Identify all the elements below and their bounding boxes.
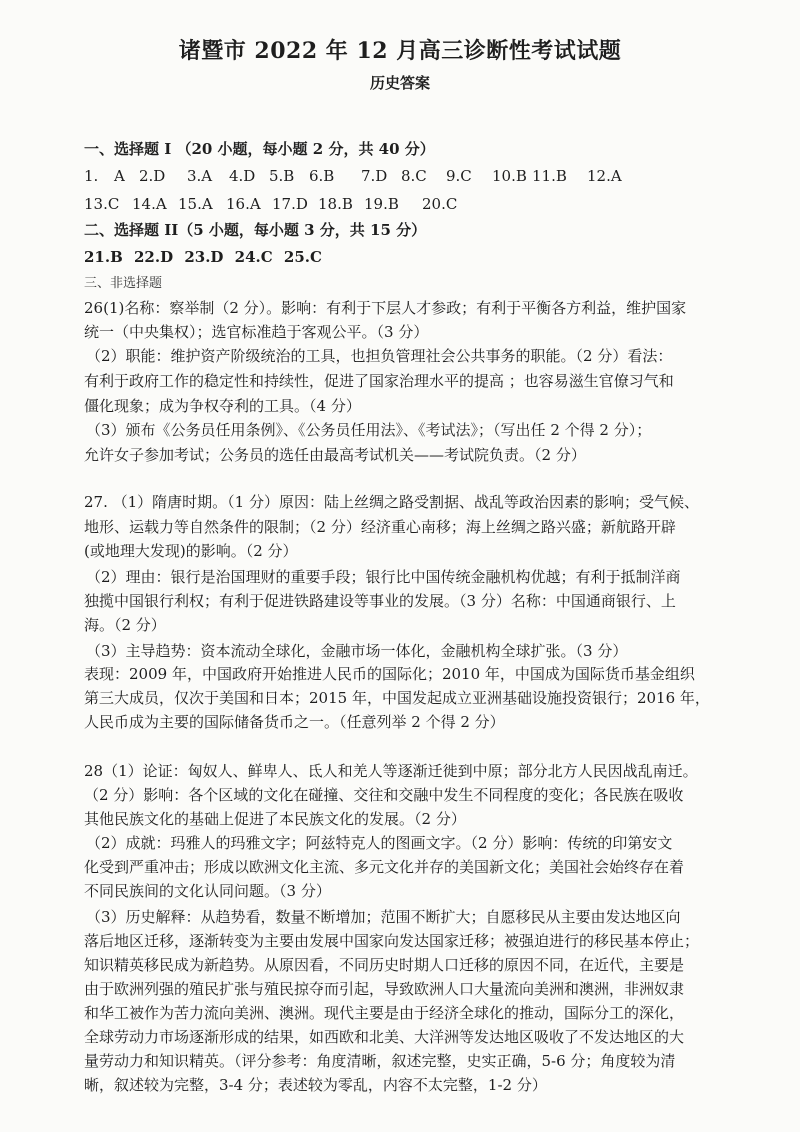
section1-header: 一、选择题 I （20 小题，每小题 2 分，共 40 分） (84, 140, 435, 158)
q26-line: 僵化现象；成为争权夺利的工具。（4 分） (84, 397, 361, 415)
mc-answer: 19.B (364, 195, 399, 213)
mc-answer: 2.D (139, 167, 166, 185)
q27-line: 人民币成为主要的国际储备货币之一。（任意列举 2 个得 2 分） (84, 713, 505, 731)
mc-answer: 13.C (84, 195, 120, 213)
q26-line: 允许女子参加考试；公务员的选任由最高考试机关——考试院负责。（2 分） (84, 446, 586, 464)
q28-line: 落后地区迁移，逐渐转变为主要由发展中国家向发达国家迁移；被强迫进行的移民基本停止； (84, 932, 700, 950)
q28-line: 知识精英移民成为新趋势。从原因看，不同历史时期人口迁移的原因不同，在近代，主要是 (84, 956, 685, 974)
mc-answer: 5.B (269, 167, 295, 185)
q27-line: 表现：2009 年，中国政府开始推进人民币的国际化；2010 年，中国成为国际货币基金组织 (84, 665, 695, 683)
q28-line: 28（1）论证：匈奴人、鲜卑人、氐人和羌人等逐渐迁徙到中原；部分北方人民因战乱南迁。 (84, 762, 698, 780)
q26-line: 有利于政府工作的稳定性和持续性，促进了国家治理水平的提高 ；也容易滋生官僚习气和 (84, 372, 674, 390)
mc-answer: 15.A (178, 195, 213, 213)
mc-answer: 9.C (446, 167, 472, 185)
q28-line: 其他民族文化的基础上促进了本民族文化的发展。（2 分） (84, 810, 466, 828)
mc-answer: 6.B (309, 167, 335, 185)
q27-line: 独揽中国银行利权；有利于促进铁路建设等事业的发展。（3 分）名称：中国通商银行、上 (84, 592, 676, 610)
q28-line: 全球劳动力市场逐渐形成的结果，如西欧和北美、大洋洲等发达地区吸收了不发达地区的大 (84, 1028, 685, 1046)
mc-answer: 14.A (132, 195, 167, 213)
q27-line: 地形、运载力等自然条件的限制；（2 分）经济重心南移；海上丝绸之路兴盛；新航路开辟 (84, 518, 676, 536)
document-subtitle: 历史答案 (369, 74, 430, 92)
mc-answer: 1. (84, 167, 99, 185)
mc-answer: 3.A (187, 167, 213, 185)
q26-line: 统一（中央集权）；选官标准趋于客观公平。（3 分） (84, 323, 429, 341)
mc-answer: 10.B (492, 167, 527, 185)
section3-header: 三、非选择题 (84, 276, 163, 291)
q26-line: 26(1)名称：察举制（2 分）。影响：有利于下层人才参政；有利于平衡各方利益，维护国家 (84, 299, 687, 317)
q28-line: （3）历史解释：从趋势看，数量不断增加；范围不断扩大；自愿移民从主要由发达地区向 (86, 908, 681, 926)
mc-row-2 (84, 193, 468, 215)
mc-answer: 12.A (587, 167, 622, 185)
mc-answer: A (114, 167, 125, 185)
q28-line: （2）成就：玛雅人的玛雅文字；阿兹特克人的图画文字。（2 分）影响：传统的印第安文 (86, 834, 673, 852)
q27-line: 27. （1）隋唐时期。（1 分）原因：陆上丝绸之路受割据、战乱等政治因素的影响；受气候、 (84, 493, 699, 511)
mc-answer: 11.B (532, 167, 567, 185)
q27-line: （3）主导趋势：资本流动全球化，金融市场一体化，金融机构全球扩张。（3 分） (86, 642, 628, 660)
q27-line: 第三大成员，仅次于美国和日本；2015 年，中国发起成立亚洲基础设施投资银行；2016 年， (84, 689, 710, 707)
q26-line: （2）职能：维护资产阶级统治的工具，也担负管理社会公共事务的职能。（2 分）看法： (86, 347, 673, 365)
section2-answers: 21.B 22.D 23.D 24.C 25.C (84, 248, 322, 266)
q28-line: 和华工被作为苦力流向美洲、澳洲。现代主要是由于经济全球化的推动，国际分工的深化， (84, 1004, 685, 1022)
q27-line: （2）理由：银行是治国理财的重要手段；银行比中国传统金融机构优越；有利于抵制洋商 (86, 568, 681, 586)
document-title: 诸暨市 2022 年 12 月高三诊断性考试试题 (178, 38, 622, 64)
q28-line: 不同民族间的文化认同问题。（3 分） (84, 882, 331, 900)
q27-line: 海。（2 分） (84, 616, 166, 634)
q27-line: (或地理大发现)的影响。（2 分） (84, 542, 298, 560)
q26-line: （3）颁布《公务员任用条例》、《公务员任用法》、《考试法》；（写出任 2 个得 2 分）； (86, 421, 652, 439)
q28-line: 晰，叙述较为完整，3-4 分；表述较为零乱，内容不太完整，1-2 分） (84, 1076, 547, 1094)
mc-answer: 20.C (422, 195, 458, 213)
mc-answer: 7.D (361, 167, 388, 185)
q28-line: （2 分）影响：各个区域的文化在碰撞、交往和交融中发生不同程度的变化；各民族在吸收 (84, 786, 684, 804)
q28-line: 量劳动力和知识精英。（评分参考：角度清晰，叙述完整，史实正确，5-6 分；角度较为清 (84, 1052, 676, 1070)
mc-answer: 18.B (318, 195, 353, 213)
mc-answer: 4.D (229, 167, 256, 185)
q28-line: 由于欧洲列强的殖民扩张与殖民掠夺而引起，导致欧洲人口大量流向美洲和澳洲，非洲奴隶 (84, 980, 685, 998)
mc-answer: 16.A (226, 195, 261, 213)
mc-answer: 17.D (272, 195, 308, 213)
section2-header: 二、选择题 II（5 小题，每小题 3 分，共 15 分） (84, 221, 427, 239)
q28-line: 化受到严重冲击；形成以欧洲文化主流、多元文化并存的美国新文化；美国社会始终存在着 (84, 858, 685, 876)
mc-row-1 (84, 165, 627, 187)
mc-answer: 8.C (401, 167, 427, 185)
